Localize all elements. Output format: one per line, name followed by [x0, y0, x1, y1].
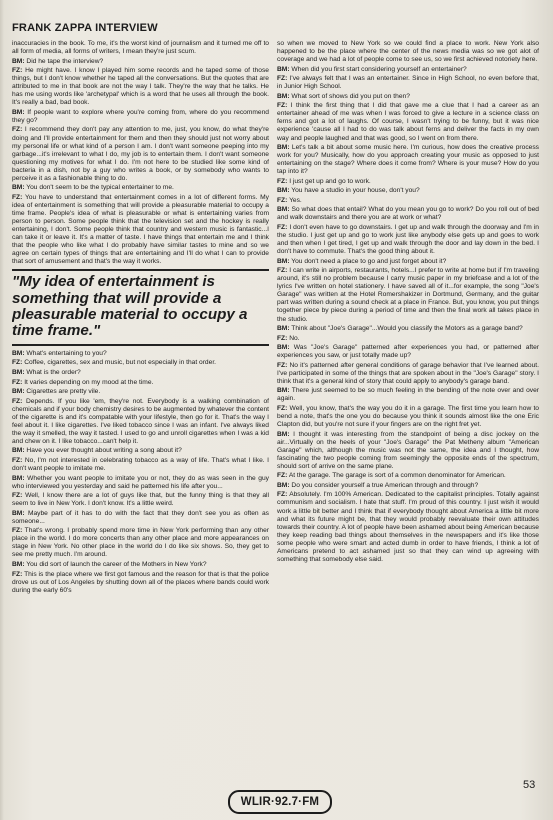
speaker-label: BM:	[12, 349, 25, 357]
speaker-label: FZ:	[277, 267, 288, 275]
paragraph-text: At the garage. The garage is sort of a common denominator for American.	[288, 472, 506, 480]
paragraph-text: Yes.	[289, 196, 302, 204]
interview-paragraph	[12, 527, 269, 559]
interview-paragraph	[12, 561, 269, 569]
interview-paragraph	[12, 359, 269, 367]
paragraph-text: I think the first thing that I did that gave me a clue that I had a career as an entertainer ahead of me was when I was forced to give a lecture in a science class on ferns and got a lot of laughs. Of course, I wasn't trying to be funny, but it was nice experience 'cause all I had to do was talk about ferns and deliver the facts in my own way and people laughed and that was good, so I went on from there.	[277, 102, 539, 142]
speaker-label: FZ:	[12, 570, 23, 578]
speaker-label: BM:	[277, 65, 290, 73]
interview-paragraph	[277, 258, 539, 266]
left-before-quote	[12, 40, 269, 266]
paragraph-text: You don't seem to be the typical entertainer to me.	[26, 184, 174, 192]
speaker-label: FZ:	[277, 75, 288, 83]
speaker-label: BM:	[12, 474, 25, 482]
left-after-quote	[12, 350, 269, 595]
paragraph-text: This is the place where we first got famous and the reason for that is that the police drove us out of Los Angeles by shutting down all of the places where bands could work during the early 60's	[12, 570, 269, 594]
interview-paragraph	[12, 67, 269, 107]
speaker-label: BM:	[12, 447, 25, 455]
speaker-label: BM:	[277, 144, 290, 152]
interview-paragraph	[12, 475, 269, 491]
interview-paragraph	[277, 102, 539, 142]
paragraph-text: No it's patterned after general conditions of garage behavior that I've learned about. I've participated in some of the things that are spoken about in the "Joe's Garage" story. I think that it's a general kind of story that could apply to anybody's garage band.	[277, 361, 539, 385]
speaker-label: BM:	[277, 92, 290, 100]
interview-paragraph	[277, 267, 539, 323]
speaker-label: FZ:	[12, 126, 23, 134]
interview-paragraph	[12, 379, 269, 387]
paragraph-text: Well, I know there are a lot of guys like that, but the funny thing is that they all seem to live in New York. I don't know. It's a little weird.	[12, 492, 269, 508]
interview-paragraph	[277, 206, 539, 222]
speaker-label: FZ:	[12, 456, 23, 464]
paragraph-text: so when we moved to New York so we could find a place to work. New York also happened to be the place where the center of the news media was so we got alot of coverage and we had a lot of people come to see us, so we first achieved notoriety here.	[277, 40, 539, 64]
speaker-label: FZ:	[12, 193, 23, 201]
speaker-label: FZ:	[277, 334, 288, 342]
interview-paragraph	[12, 194, 269, 266]
paragraph-text: I recommend they don't pay any attention to me, just, you know, do what they're doing and I'll provide entertainment for them and then they should just not worry about my personal life or what kind of a person I am. I don't want someone peeping into my garbage...it's irrelevant to what I do, my job is to entertain them. I don't want someone questioning my motives for what I do. I'm not here to be studied like some kind of bacteria in a dish, not by a guy who writes a book, or by somebody who wants to perceive it as a fashionable thing to do.	[12, 126, 269, 182]
speaker-label: BM:	[12, 184, 25, 192]
speaker-label: BM:	[277, 387, 290, 395]
speaker-label: BM:	[12, 108, 25, 116]
paragraph-text: You did sort of launch the career of the Mothers in New York?	[26, 561, 207, 569]
paragraph-text: You have to understand that entertainment comes in a lot of different forms. My idea of entertainment is something that will provide a pleasurable material to occupy a time frame. People's idea of what is pleasurable or what is entertaining varies from person to person. Some people think that the television set and the hockey is really entertaining, I don't. Some people think that country and western music is fantastic...I can take it or leave it. It's a matter of taste. I have things that entertain me and I think that the people who like what I do probably have similar tastes to mine and so we agree on certain types of things that are entertaining and I'll do what I can to provide that sort of amusement and that's the way it works.	[12, 193, 269, 266]
speaker-label: FZ:	[12, 527, 23, 535]
paragraph-text: I just get up and go to work.	[289, 177, 371, 185]
speaker-label: FZ:	[277, 404, 288, 412]
speaker-label: FZ:	[12, 359, 23, 367]
interview-paragraph	[12, 40, 269, 56]
interview-paragraph	[12, 184, 269, 192]
interview-paragraph	[277, 40, 539, 64]
paragraph-text: You don't need a place to go and just forget about it?	[291, 257, 447, 265]
interview-paragraph	[277, 344, 539, 360]
interview-paragraph	[12, 398, 269, 446]
speaker-label: BM:	[12, 57, 25, 65]
paragraph-text: Depends. If you like 'em, they're not. Everybody is a walking combination of chemicals and if your body chemistry desires to be augmented by whatever the content of the cigarette is and it's compatable with your lifestyle, then go for it. That's the way I feel about it. I like cigarettes. I've liked tobacco since I was an infant. I've always liked the way it smelled, the way it tasted. I used to go and unroll cigarettes when I was a kid and chew on it. I like tobacco...can't help it.	[12, 397, 269, 445]
article-title: FRANK ZAPPA INTERVIEW	[12, 22, 158, 34]
paragraph-text: No.	[289, 334, 300, 342]
speaker-label: FZ:	[277, 491, 288, 499]
interview-paragraph	[12, 492, 269, 508]
paragraph-text: What's entertaining to you?	[26, 349, 107, 357]
paragraph-text: That's wrong. I probably spend more time in New York performing than any other place in the world. I do more concerts than any other place and more appearances on stage in New York. No other place in the world do I do like six shows. So, they get to see me pretty much. I'm around.	[12, 527, 269, 559]
right-column	[277, 40, 539, 786]
interview-paragraph	[12, 58, 269, 66]
interview-paragraph	[277, 491, 539, 563]
pull-quote-text: "My idea of entertainment is something that will provide a pleasurable material to occupy a time frame."	[12, 273, 248, 340]
speaker-label: BM:	[277, 206, 290, 214]
paragraph-text: I don't even have to go downstairs. I get up and walk through the doorway and I'm in the studio. I just get up and go to work just like anybody else gets up and goes to work and then when I get tired, I get up and walk through the door and lay down in the bed. I don't have to commute. That's the good thing about it.	[277, 223, 539, 256]
paragraph-text: If people want to explore where you're coming from, where do you recommend they go?	[12, 108, 269, 124]
speaker-label: BM:	[277, 344, 290, 352]
left-column	[12, 40, 269, 786]
interview-paragraph	[277, 362, 539, 386]
paragraph-text: Do you consider yourself a true American through and through?	[291, 481, 479, 489]
interview-paragraph	[277, 187, 539, 195]
paragraph-text: Have you ever thought about writing a song about it?	[26, 447, 182, 455]
paragraph-text: What sort of shows did you put on then?	[291, 92, 410, 100]
interview-paragraph	[277, 387, 539, 403]
station-logo: WLIR·92.7·FM	[228, 790, 332, 814]
interview-paragraph	[12, 350, 269, 358]
interview-paragraph	[277, 405, 539, 429]
paragraph-text: Absolutely. I'm 100% American. Dedicated to the capitalist principles. Totally against communism and socialism. I hate that stuff. I'm proud of this country. I just wish it would work a little bit better and I think that if everybody thought about America a little bit more and what its future might be, that they would probably reevaluate their own attitudes towards their country. A lot of people have been ashamed about being American because they keep reading bad things about themselves in the newspapers and it's like those some people who were smart and acted dumb in order to have friends, I think a lot of Americans pretend to act ashamed just so that they can wind up agreeing with something that somebody else said.	[277, 491, 539, 563]
speaker-label: FZ:	[277, 472, 288, 480]
paragraph-text: I've always felt that I was an entertainer. Since in High School, no even before that, in Junior High School.	[277, 75, 539, 91]
interview-paragraph	[12, 109, 269, 125]
paragraph-text: Well, you know, that's the way you do it in a garage. The first time you learn how to bend a note, that's the one you do because you think it sounds almost like the one Eric Clapton did, but you're not sure if your fingers are on the right fret yet.	[277, 404, 539, 429]
interview-paragraph	[277, 66, 539, 74]
interview-paragraph	[12, 447, 269, 455]
paragraph-text: Think about "Joe's Garage"...Would you classify the Motors as a garage band?	[291, 325, 523, 333]
paragraph-text: When did you first start considering yourself an entertainer?	[291, 65, 467, 73]
interview-paragraph	[12, 126, 269, 182]
speaker-label: FZ:	[277, 102, 288, 110]
speaker-label: BM:	[12, 368, 25, 376]
interview-paragraph	[12, 571, 269, 595]
speaker-label: BM:	[277, 481, 290, 489]
paragraph-text: It varies depending on my mood at the time.	[24, 378, 154, 386]
speaker-label: FZ:	[12, 378, 23, 386]
pull-quote	[12, 269, 269, 346]
speaker-label: BM:	[12, 561, 25, 569]
speaker-label: BM:	[12, 388, 25, 396]
paragraph-text: Maybe part of it has to do with the fact that they don't see you as often as someone...	[12, 509, 269, 525]
interview-paragraph	[12, 369, 269, 377]
interview-paragraph	[277, 75, 539, 91]
paragraph-text: Let's talk a bit about some music here. I'm curious, how does the creative process work for you? Musically, how do you approach creating your music as opposed to just entertaining on the stage? Where does it come from? Where is your muse? How do you tap into it?	[277, 144, 539, 176]
speaker-label: BM:	[277, 257, 290, 265]
paragraph-text: Cigarettes are pretty vile.	[26, 388, 101, 396]
paragraph-text: I can write in airports, restaurants, hotels...I prefer to write at home but if I'm traveling around, it's still no problem because I carry music paper in my briefcase and a lot of the lyrics I've written on hotel stationery. I have saved all of it...for example, the song "Joe's Garage" was written at the Hotel Romershakizer in Dortmund, Germany, and the guitar part was written during a sound check at a place in France. But, you know, you put things together piece by piece during a period of time and then the final work all takes place in the studio.	[277, 267, 539, 323]
speaker-label: BM:	[277, 430, 290, 438]
interview-paragraph	[277, 431, 539, 471]
paragraph-text: He might have. I know I played him some records and he taped some of those things, but I don't know whether he taped all the conversations. But the quotes that are attributed to me in that book are not the way I talk. They're the way that he talks. He has me using words like 'archetypal' which is a word that he uses all through the book. It's really a bad, bad book.	[12, 67, 269, 107]
interview-paragraph	[277, 224, 539, 256]
speaker-label: FZ:	[277, 361, 288, 369]
speaker-label: BM:	[277, 325, 290, 333]
speaker-label: FZ:	[277, 223, 288, 231]
speaker-label: BM:	[277, 187, 290, 195]
speaker-label: BM:	[12, 509, 25, 517]
speaker-label: FZ:	[12, 492, 23, 500]
interview-paragraph	[277, 472, 539, 480]
paragraph-text: Did he tape the interview?	[26, 57, 104, 65]
paragraph-text: Was "Joe's Garage" patterned after experiences you had, or patterned after experiences you saw, or just totally made up?	[277, 344, 539, 360]
interview-paragraph	[277, 325, 539, 333]
paragraph-text: So what does that entail? What do you mean you go to work? Do you roll out of bed and walk downstairs and there you are at work or what?	[277, 206, 539, 222]
interview-paragraph	[277, 482, 539, 490]
speaker-label: FZ:	[277, 177, 288, 185]
paragraph-text: Coffee, cigarettes, sex and music, but not especially in that order.	[24, 359, 217, 367]
paragraph-text: What is the order?	[26, 368, 81, 376]
interview-paragraph	[277, 93, 539, 101]
paragraph-text: No, I'm not interested in celebrating tobacco as a way of life. That's what I like. I don't want people to imitate me.	[12, 456, 269, 472]
paragraph-text: Whether you want people to imitate you or not, they do as was seen in the guy who interviewed you yesterday and said he patterned his life after you...	[12, 474, 269, 490]
interview-paragraph	[277, 178, 539, 186]
page-edge-shadow	[0, 0, 4, 820]
right-paragraphs	[277, 40, 539, 564]
interview-paragraph	[12, 388, 269, 396]
interview-paragraph	[277, 197, 539, 205]
paragraph-text: I thought it was interesting from the standpoint of being a disc jockey on the air...Virtually on the heels of your "Joe's Garage" the Pat Metheny album "American Garage" which, although the music was not the same, the idea and I thought, how fascinating the two people coming from seemingly the opposite ends of the spectrum, should sort of arrive on the same plane.	[277, 430, 539, 470]
speaker-label: FZ:	[12, 397, 23, 405]
interview-paragraph	[277, 335, 539, 343]
interview-paragraph	[12, 510, 269, 526]
speaker-label: FZ:	[277, 196, 288, 204]
speaker-label: FZ:	[12, 67, 23, 75]
interview-paragraph	[12, 457, 269, 473]
page-number: 53	[523, 779, 536, 791]
paragraph-text: There just seemed to be so much feeling in the bending of the note over and over again.	[277, 387, 539, 403]
paragraph-text: inaccuracies in the book. To me, it's the worst kind of journalism and it turned me off to all form of media, all forms of writers, I mean they're just scum.	[12, 40, 269, 56]
paragraph-text: You have a studio in your house, don't you?	[291, 187, 420, 195]
interview-paragraph	[277, 144, 539, 176]
